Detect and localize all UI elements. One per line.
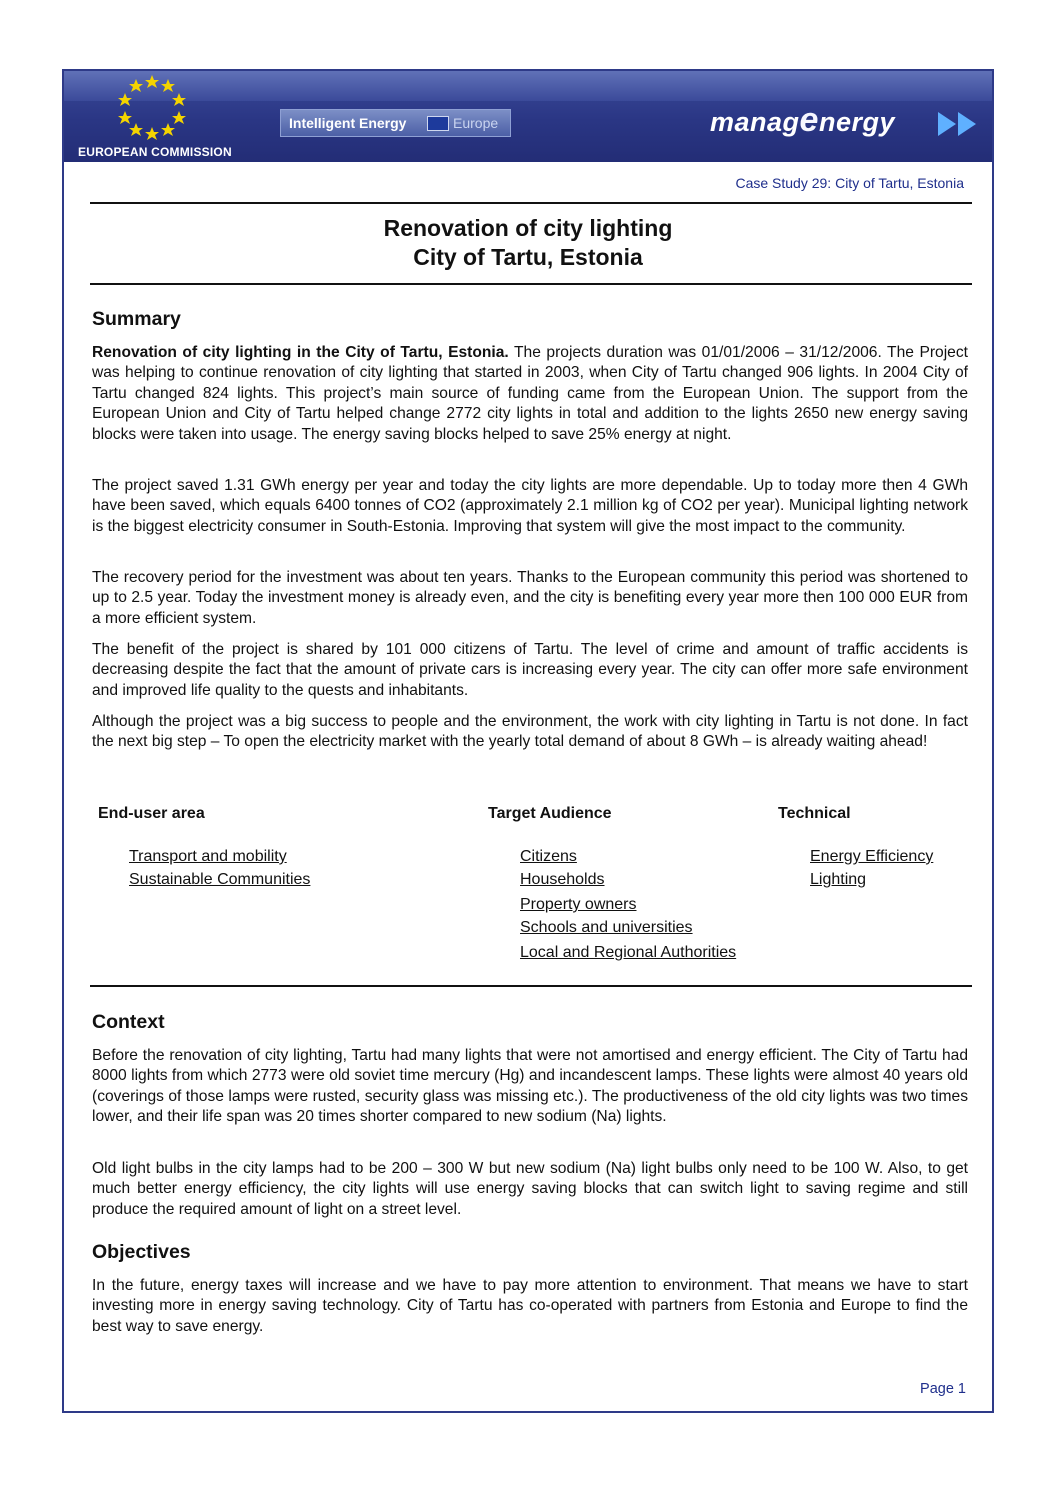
link-citizens[interactable]: Citizens [520,848,577,865]
divider [90,202,972,204]
link-transport-mobility[interactable]: Transport and mobility [129,848,287,865]
context-heading: Context [92,1011,165,1033]
page-subtitle: City of Tartu, Estonia [413,244,643,270]
logo-part2: nergy [818,107,895,137]
summary-paragraph-5: Although the project was a big success to people and the environment, the work with city lighting in Tartu is not done. In fact the next big step – To open the electricity market with the yearly total demand of about 8 GWh – is already waiting ahead! [92,713,968,751]
link-lighting[interactable]: Lighting [810,871,867,888]
europe-text: Europe [453,115,499,131]
summary-paragraph-1 [92,343,968,445]
link-households[interactable]: Households [520,871,605,888]
european-commission-label: EUROPEAN COMMISSION [78,145,232,159]
intelligent-energy-text: Intelligent Energy [289,115,407,131]
technical-heading: Technical [778,805,851,822]
objectives-heading: Objectives [92,1241,191,1263]
logo-e: e [799,101,819,139]
page-title: Renovation of city lighting [383,215,673,241]
eu-stars-icon [116,73,188,141]
link-sustainable-communities[interactable]: Sustainable Communities [129,871,311,888]
context-paragraph-1: Before the renovation of city lighting, Tartu had many lights that were not amortised and energy efficient. The City of Tartu had 8000 lights from which 2773 were old soviet time mercury (Hg) and incandescent lamps. These lights were almost 40 years old (coverings of those lamps were rusted, security glass was missing etc.). The productiveness of the old city lights was two times lower, and their life span was 20 times shorter compared to new sodium (Na) lights. [92,1047,968,1126]
case-study-label: Case Study 29: City of Tartu, Estonia [735,175,964,191]
summary-paragraph-4: The benefit of the project is shared by 101 000 citizens of Tartu. The level of crime and amount of traffic accidents is decreasing despite the fact that the amount of private cars is increasing every year. The city can offer more safe environment and improved life quality to the quests and inhabitants. [92,641,968,699]
summary-p1-rest: The projects duration was 01/01/2006 – 31/12/2006. The Project was helping to continue renovation of city lighting that started in 2003, when City of Tartu changed 906 lights. In 2004 City of Tartu changed 824 lights. This project’s main source of funding came from the European Union. The support from the European Union and City of Tartu helped change 2772 city lights in total and addition to the lights 2650 new energy saving blocks were taken into usage. The energy saving blocks helped to save 25% energy at night. [92,344,968,443]
target-audience-heading: Target Audience [488,805,612,822]
summary-lead: Renovation of city lighting in the City of Tartu, Estonia. [92,344,509,361]
summary-heading: Summary [92,308,181,330]
link-property-owners[interactable]: Property owners [520,896,637,913]
divider [90,985,972,987]
link-local-regional-authorities[interactable]: Local and Regional Authorities [520,944,737,961]
summary-paragraph-3: The recovery period for the investment was about ten years. Thanks to the European community this period was shortened to up to 2.5 year. Today the investment money is already even, and the city is benefiting every year more then 100 000 EUR from a more efficient system. [92,569,968,627]
header-banner [64,71,992,162]
arrows-icon [936,109,986,139]
context-paragraph-2: Old light bulbs in the city lamps had to be 200 – 300 W but new sodium (Na) light bulbs only need to be 100 W. Also, to get much better energy efficiency, the city lights will use energy saving blocks that can switch light to saving regime and still produce the required amount of light on a street level. [92,1160,968,1218]
logo-part1: manag [710,107,800,137]
eu-flag-icon [427,116,449,131]
objectives-paragraph-1: In the future, energy taxes will increase and we have to pay more attention to environment. That means we have to start investing more in energy saving technology. City of Tartu has co-operated with partners from Estonia and Europe to find the best way to save energy. [92,1277,968,1335]
divider [90,283,972,285]
link-schools-universities[interactable]: Schools and universities [520,919,693,936]
summary-paragraph-2: The project saved 1.31 GWh energy per year and today the city lights are more dependable. Up to today more then 4 GWh have been saved, which equals 6400 tonnes of CO2 (approximately 2.1 million kg of CO2 per year). Municipal lighting network is the biggest electricity consumer in South-Estonia. Improving that system will give the most impact to the community. [92,477,968,535]
page-number: Page 1 [920,1381,966,1397]
intelligent-energy-badge [280,109,511,137]
manage-energy-logo [710,101,895,140]
page-frame [62,69,994,1413]
end-user-heading: End-user area [98,805,205,822]
banner-highlight [64,71,992,101]
link-energy-efficiency[interactable]: Energy Efficiency [810,848,934,865]
